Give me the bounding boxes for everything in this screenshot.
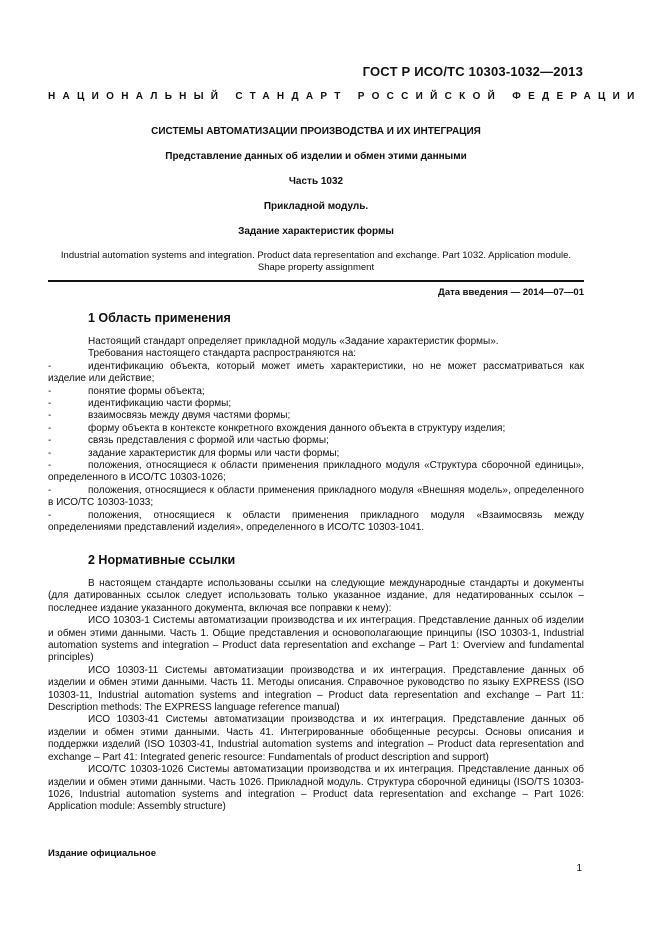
list-item: - связь представления с формой или частью формы; bbox=[48, 435, 329, 447]
title-english: Industrial automation systems and integration. Product data representation and exchange. Part 1032. Application module. Shape property assignment bbox=[60, 250, 572, 273]
date-of-introduction: Дата введения — 2014—07—01 bbox=[438, 287, 584, 298]
list-item: - понятие формы объекта; bbox=[48, 385, 205, 397]
title-line-1: СИСТЕМЫ АВТОМАТИЗАЦИИ ПРОИЗВОДСТВА И ИХ ИНТЕГРАЦИЯ bbox=[151, 126, 481, 137]
list-item: - форму объекта в контексте конкретного вхождения данного объекта в структуру изделия; bbox=[48, 422, 506, 434]
section-2-paragraph: ИСО 10303-1 Системы автоматизации производства и их интеграция. Представление данных об изделии и обмен этими данными. Часть 1. Общие представления и основополагающие принципы (ISO 10303-1, Industrial automation systems and integration – Product data representation and exchange – Part 1: Overview and fundamental principles) bbox=[48, 615, 584, 664]
list-item: - положения, относящиеся к области применения прикладного модуля «Структура сборочной единицы», определенного в ИСО/ТС 10303-1026; bbox=[48, 460, 584, 484]
section-2-paragraph: ИСО 10303-41 Системы автоматизации производства и их интеграция. Представление данных об изделии и обмен этими данными. Часть 41. Интегрированные обобщенные ресурсы. Основы описания и поддержки изделий (ISO 10303-41, Industrial automation systems and integration – Product data representation and exchange – Part 41: Integrated generic resource: Fundamentals of product description and support) bbox=[48, 714, 584, 763]
list-item: - взаимосвязь между двумя частями формы; bbox=[48, 410, 291, 422]
title-block bbox=[60, 125, 572, 274]
section-1-intro-2: Требования настоящего стандарта распространяются на: bbox=[88, 348, 357, 360]
section-2-body bbox=[48, 578, 584, 814]
section-1-body bbox=[48, 336, 584, 535]
title-line-5: Задание характеристик формы bbox=[238, 226, 394, 237]
title-divider bbox=[48, 280, 584, 282]
list-item: - положения, относящиеся к области применения прикладного модуля «Взаимосвязь между определениями представлений изделия», определенного в ИСО/ТС 10303-1041. bbox=[48, 509, 584, 534]
title-line-4: Прикладной модуль. bbox=[263, 201, 369, 212]
title-line-3: Часть 1032 bbox=[288, 176, 344, 187]
official-edition-label: Издание официальное bbox=[48, 848, 156, 859]
section-2-paragraph: ИСО 10303-11 Системы автоматизации производства и их интеграция. Представление данных об изделии и обмен этими данными. Часть 11. Методы описания. Справочное руководство по языку EXPRESS (ISO 10303-11, Industrial automation systems and integration – Product data representation and exchange – Part 11: Description methods: The EXPRESS language reference manual) bbox=[48, 664, 584, 714]
list-item: - идентификацию части формы; bbox=[48, 398, 232, 410]
section-1-intro: Настоящий стандарт определяет прикладной модуль «Задание характеристик формы». bbox=[88, 336, 499, 347]
standard-number: ГОСТ Р ИСО/ТС 10303-1032—2013 bbox=[362, 64, 583, 79]
list-item: - идентификацию объекта, который может иметь характеристики, но не может рассматриваться как изделие или действие; bbox=[48, 360, 584, 385]
national-standard-banner: НАЦИОНАЛЬНЫЙ СТАНДАРТ РОССИЙСКОЙ ФЕДЕРАЦИИ bbox=[48, 91, 642, 102]
section-2-paragraph: В настоящем стандарте использованы ссылки на следующие международные стандарты и документы (для датированных ссылок следует использовать только указанное издание, для недатированных ссылок – последнее издание указанного документа, включая все поправки к нему): bbox=[48, 578, 584, 614]
list-item: - задание характеристик для формы или части формы; bbox=[48, 447, 340, 459]
section-2-paragraph: ИСО/ТС 10303-1026 Системы автоматизации производства и их интеграция. Представление данных об изделии и обмен этими данными. Часть 1026. Прикладной модуль. Структура сборочной единицы (ISO/TS 10303-1026, Industrial automation systems and integration – Product data representation and exchange – Part 1026: Application module: Assembly structure) bbox=[48, 764, 584, 813]
section-1-heading: 1 Область применения bbox=[88, 311, 231, 325]
title-line-2: Представление данных об изделии и обмен этими данными bbox=[165, 151, 467, 162]
page-number: 1 bbox=[576, 863, 582, 874]
section-2-heading: 2 Нормативные ссылки bbox=[88, 553, 236, 567]
list-item: - положения, относящиеся к области применения прикладного модуля «Внешняя модель», определенного в ИСО/ТС 10303-1033; bbox=[48, 484, 584, 509]
